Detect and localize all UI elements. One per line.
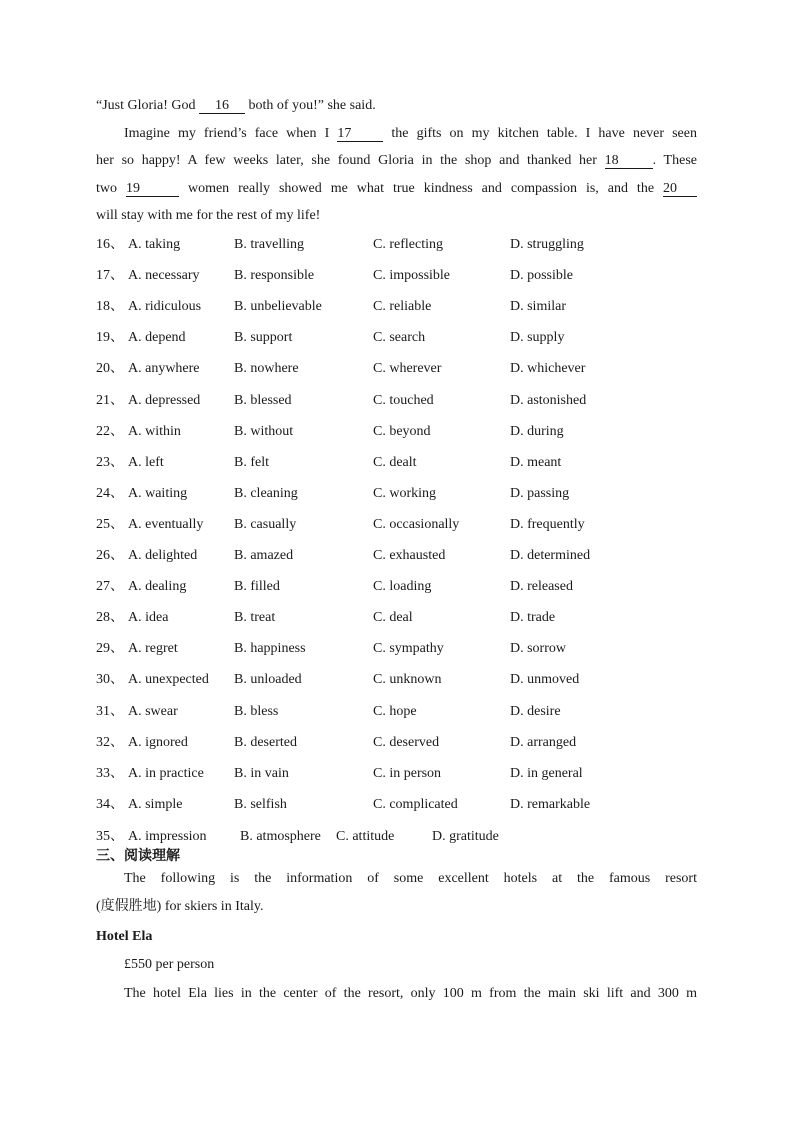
option-a: A. idea: [128, 610, 169, 625]
option-d: D. possible: [510, 268, 573, 283]
option-c: C. impossible: [373, 268, 451, 283]
option-b: B. travelling: [234, 237, 304, 252]
option-c: C. reflecting: [373, 237, 443, 252]
option-d: D. struggling: [510, 237, 584, 252]
passage-line-1: [96, 97, 376, 115]
question-number: 17、: [96, 268, 124, 283]
question-row: [96, 609, 696, 627]
question-row: [96, 547, 696, 565]
option-a: A. waiting: [128, 486, 188, 501]
option-b: B. felt: [234, 455, 269, 470]
option-d: D. remarkable: [510, 797, 591, 812]
question-row: [96, 734, 696, 752]
question-row: [96, 236, 696, 254]
option-b: B. in vain: [234, 766, 289, 781]
passage-text: . These: [652, 153, 697, 168]
section-intro-line-1: The following is the information of some excellent hotels at the famous resort: [124, 871, 697, 886]
question-number: 20、: [96, 361, 124, 376]
option-a: A. delighted: [128, 548, 198, 563]
option-a: A. left: [128, 455, 164, 470]
hotel-price: £550 per person: [124, 957, 215, 972]
question-number: 19、: [96, 330, 124, 345]
option-d: D. frequently: [510, 517, 585, 532]
question-number: 33、: [96, 766, 124, 781]
option-d: D. gratitude: [432, 829, 499, 844]
blank-20: 20: [663, 181, 697, 197]
option-c: C. beyond: [373, 424, 431, 439]
option-d: D. whichever: [510, 361, 586, 376]
question-number: 26、: [96, 548, 124, 563]
option-b: B. selfish: [234, 797, 287, 812]
passage-line-3: [96, 152, 697, 170]
option-a: A. unexpected: [128, 672, 209, 687]
blank-19: 19: [126, 181, 179, 197]
option-c: C. complicated: [373, 797, 458, 812]
option-c: C. touched: [373, 393, 434, 408]
option-b: B. treat: [234, 610, 276, 625]
question-number: 22、: [96, 424, 124, 439]
option-a: A. depend: [128, 330, 186, 345]
option-a: A. ignored: [128, 735, 188, 750]
passage-line-5: will stay with me for the rest of my life!: [96, 208, 321, 223]
option-c: C. dealt: [373, 455, 417, 470]
question-row: [96, 454, 696, 472]
question-number: 30、: [96, 672, 124, 687]
option-a: A. necessary: [128, 268, 200, 283]
hotel-description-line-1: The hotel Ela lies in the center of the resort, only 100 m from the main ski lift and 300 m: [124, 986, 697, 1001]
option-a: A. swear: [128, 704, 178, 719]
question-number: 21、: [96, 393, 124, 408]
option-a: A. within: [128, 424, 181, 439]
option-a: A. dealing: [128, 579, 187, 594]
option-c: C. unknown: [373, 672, 442, 687]
question-row: [96, 578, 696, 596]
option-d: D. trade: [510, 610, 556, 625]
question-number: 29、: [96, 641, 124, 656]
option-c: C. wherever: [373, 361, 442, 376]
question-row: [96, 423, 696, 441]
question-number: 23、: [96, 455, 124, 470]
question-number: 28、: [96, 610, 124, 625]
question-row: [96, 267, 696, 285]
option-c: C. deal: [373, 610, 413, 625]
option-c: C. in person: [373, 766, 442, 781]
option-b: B. filled: [234, 579, 280, 594]
blank-17: 17: [337, 126, 383, 142]
option-a: A. eventually: [128, 517, 204, 532]
option-b: B. happiness: [234, 641, 306, 656]
option-c: C. occasionally: [373, 517, 460, 532]
option-a: A. in practice: [128, 766, 204, 781]
question-number: 35、: [96, 829, 124, 844]
option-a: A. regret: [128, 641, 178, 656]
option-b: B. support: [234, 330, 293, 345]
question-number: 18、: [96, 299, 124, 314]
option-b: B. responsible: [234, 268, 315, 283]
option-d: D. sorrow: [510, 641, 566, 656]
hotel-name: Hotel Ela: [96, 929, 153, 944]
passage-line-2: [124, 125, 697, 143]
option-a: A. depressed: [128, 393, 201, 408]
option-b: B. unloaded: [234, 672, 302, 687]
option-a: A. impression: [128, 829, 207, 844]
option-c: C. reliable: [373, 299, 432, 314]
option-b: B. deserted: [234, 735, 297, 750]
option-d: D. passing: [510, 486, 570, 501]
option-c: C. attitude: [336, 829, 395, 844]
section-title: 三、阅读理解: [96, 848, 180, 864]
option-a: A. taking: [128, 237, 181, 252]
option-c: C. loading: [373, 579, 432, 594]
question-row: [96, 703, 696, 721]
blank-18: 18: [605, 153, 653, 169]
blank-16: 16: [199, 98, 245, 114]
passage-text: her so happy! A few weeks later, she found Gloria in the shop and thanked her: [96, 153, 605, 168]
option-b: B. bless: [234, 704, 279, 719]
question-number: 16、: [96, 237, 124, 252]
option-c: C. working: [373, 486, 436, 501]
option-a: A. ridiculous: [128, 299, 202, 314]
question-35: [96, 828, 696, 846]
passage-text: Imagine my friend’s face when I: [124, 126, 338, 141]
option-d: D. during: [510, 424, 564, 439]
option-c: C. search: [373, 330, 426, 345]
option-d: D. arranged: [510, 735, 577, 750]
option-d: D. astonished: [510, 393, 587, 408]
question-row: [96, 796, 696, 814]
question-row: [96, 360, 696, 378]
option-c: C. exhausted: [373, 548, 446, 563]
question-row: [96, 392, 696, 410]
option-c: C. deserved: [373, 735, 440, 750]
question-row: [96, 298, 696, 316]
option-d: D. supply: [510, 330, 565, 345]
question-number: 31、: [96, 704, 124, 719]
passage-text: the gifts on my kitchen table. I have never seen: [383, 126, 697, 141]
option-d: D. similar: [510, 299, 566, 314]
option-c: C. sympathy: [373, 641, 444, 656]
option-d: D. in general: [510, 766, 583, 781]
passage-text: two: [96, 181, 126, 196]
option-b: B. unbelievable: [234, 299, 322, 314]
option-b: B. atmosphere: [240, 829, 321, 844]
option-d: D. released: [510, 579, 573, 594]
question-number: 32、: [96, 735, 124, 750]
option-d: D. desire: [510, 704, 561, 719]
question-row: [96, 485, 696, 503]
option-b: B. casually: [234, 517, 297, 532]
passage-text: both of you!” she said.: [245, 98, 376, 113]
passage-text: women really showed me what true kindness and compassion is, and the: [178, 181, 664, 196]
option-a: A. anywhere: [128, 361, 200, 376]
option-b: B. blessed: [234, 393, 292, 408]
question-row: [96, 329, 696, 347]
question-row: [96, 671, 696, 689]
question-number: 25、: [96, 517, 124, 532]
question-row: [96, 516, 696, 534]
option-b: B. cleaning: [234, 486, 298, 501]
option-b: B. nowhere: [234, 361, 299, 376]
option-b: B. amazed: [234, 548, 294, 563]
passage-text: “Just Gloria! God: [96, 98, 200, 113]
option-d: D. meant: [510, 455, 562, 470]
section-intro-line-2: (度假胜地) for skiers in Italy.: [96, 899, 264, 914]
question-number: 24、: [96, 486, 124, 501]
question-number: 27、: [96, 579, 124, 594]
option-c: C. hope: [373, 704, 417, 719]
option-d: D. determined: [510, 548, 591, 563]
question-number: 34、: [96, 797, 124, 812]
option-a: A. simple: [128, 797, 183, 812]
option-d: D. unmoved: [510, 672, 580, 687]
question-row: [96, 640, 696, 658]
option-b: B. without: [234, 424, 294, 439]
question-row: [96, 765, 696, 783]
passage-line-4: [96, 180, 697, 198]
